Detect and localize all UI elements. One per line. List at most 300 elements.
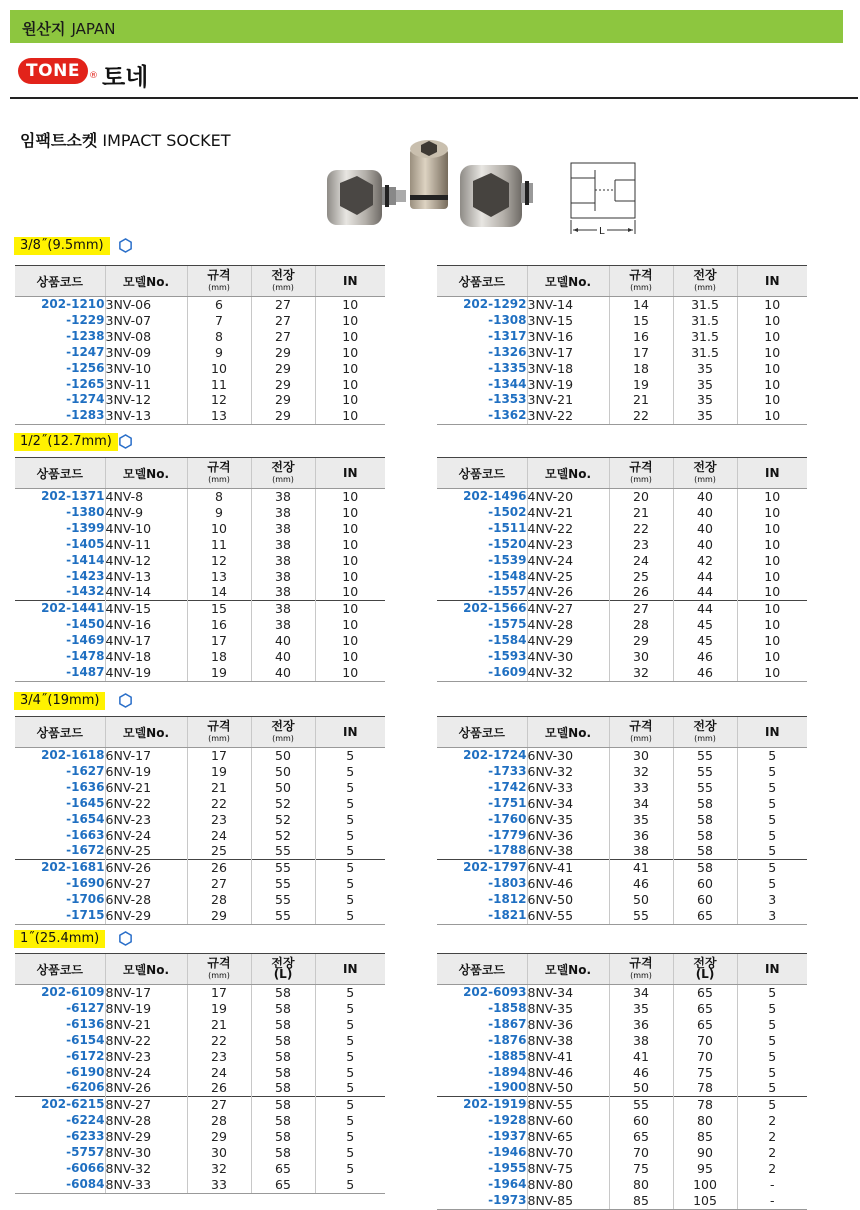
size-value: 29 (609, 633, 673, 649)
col-length (251, 458, 315, 489)
model-number: 4NV-8 (105, 489, 187, 505)
product-code: -1821 (437, 908, 527, 924)
product-code: -1229 (66, 312, 105, 327)
col-size (609, 717, 673, 748)
col-model: 모델No. (527, 954, 609, 985)
table-row (437, 1113, 807, 1129)
product-code: -5757 (66, 1145, 105, 1160)
col-length-unit: (mm) (272, 282, 294, 292)
length-value: 38 (251, 553, 315, 569)
product-code: -1937 (488, 1129, 527, 1144)
size-value: 15 (187, 601, 251, 617)
col-model: 모델No. (527, 266, 609, 297)
table-row (15, 1177, 385, 1193)
col-size (609, 266, 673, 297)
col-length-label: 전장 (271, 955, 295, 970)
length-value: 29 (251, 345, 315, 361)
model-number: 3NV-06 (105, 297, 187, 313)
model-number: 4NV-10 (105, 521, 187, 537)
size-value: 23 (187, 812, 251, 828)
table-row (15, 601, 385, 617)
in-qty: 5 (737, 748, 807, 764)
product-code: -1964 (488, 1176, 527, 1191)
size-value: 19 (187, 1001, 251, 1017)
table-row (437, 553, 807, 569)
size-value: 22 (609, 408, 673, 424)
table-row (15, 828, 385, 844)
origin-text (22, 18, 115, 39)
in-qty: 10 (737, 377, 807, 393)
hexagon-icon (118, 434, 133, 449)
size-value: 21 (609, 505, 673, 521)
product-code: -1283 (15, 408, 105, 424)
length-value: 58 (251, 1097, 315, 1113)
in-qty: 5 (315, 1065, 385, 1081)
size-value: 36 (609, 828, 673, 844)
col-size-unit: (mm) (208, 474, 230, 484)
col-length-unit: (mm) (272, 733, 294, 743)
size-value: 13 (187, 569, 251, 585)
length-value: 35 (673, 377, 737, 393)
table-header (15, 954, 385, 985)
table-row (437, 521, 807, 537)
length-value: 60 (673, 892, 737, 908)
model-number: 8NV-50 (527, 1080, 609, 1096)
product-code: -1672 (66, 843, 105, 858)
product-code: -1928 (488, 1113, 527, 1128)
table-row (15, 748, 385, 764)
col-in: IN (737, 266, 807, 297)
table-row (15, 812, 385, 828)
model-number: 6NV-34 (527, 796, 609, 812)
table-row (437, 569, 807, 585)
size-value: 24 (187, 1065, 251, 1081)
in-qty: 5 (315, 1080, 385, 1096)
length-value: 78 (673, 1097, 737, 1113)
length-value: 55 (673, 748, 737, 764)
size-value: 13 (187, 408, 251, 424)
col-length-label: 전장 (693, 267, 717, 282)
model-number: 8NV-33 (105, 1177, 187, 1193)
table-row (437, 584, 807, 600)
in-qty: 10 (737, 649, 807, 665)
col-length-label: 전장 (693, 718, 717, 733)
table-row (15, 1080, 385, 1096)
col-size-unit: (mm) (208, 970, 230, 980)
product-code: -6066 (66, 1160, 105, 1175)
length-value: 29 (251, 408, 315, 424)
length-value: 95 (673, 1161, 737, 1177)
in-qty: 10 (315, 313, 385, 329)
model-number: 3NV-17 (527, 345, 609, 361)
size-value: 32 (609, 764, 673, 780)
spec-table (15, 953, 385, 1194)
length-value: 44 (673, 601, 737, 617)
product-code: -1858 (488, 1000, 527, 1015)
size-value: 19 (187, 665, 251, 681)
in-qty: - (737, 1177, 807, 1193)
product-code: -1900 (488, 1080, 527, 1095)
model-number: 3NV-16 (527, 329, 609, 345)
in-qty: 5 (315, 908, 385, 924)
in-qty: 10 (315, 553, 385, 569)
size-value: 27 (187, 876, 251, 892)
size-value: 38 (609, 843, 673, 859)
col-size-unit: (mm) (208, 733, 230, 743)
product-code: 202-1566 (437, 601, 527, 617)
length-value: 55 (251, 892, 315, 908)
product-name-en: IMPACT SOCKET (102, 131, 231, 150)
tone-logo: TONE (18, 58, 88, 84)
model-number: 3NV-13 (105, 408, 187, 424)
in-qty: 3 (737, 892, 807, 908)
model-number: 8NV-21 (105, 1017, 187, 1033)
length-value: 58 (673, 860, 737, 876)
length-value: 40 (251, 665, 315, 681)
model-number: 4NV-11 (105, 537, 187, 553)
model-number: 3NV-07 (105, 313, 187, 329)
in-qty: 10 (315, 649, 385, 665)
in-qty: 5 (737, 1080, 807, 1096)
product-code: -1362 (437, 408, 527, 424)
in-qty: 5 (315, 843, 385, 859)
size-value: 21 (187, 1017, 251, 1033)
model-number: 4NV-29 (527, 633, 609, 649)
table-row (437, 1001, 807, 1017)
in-qty: 10 (315, 345, 385, 361)
model-number: 4NV-23 (527, 537, 609, 553)
size-value: 18 (609, 361, 673, 377)
col-in: IN (315, 458, 385, 489)
in-qty: 5 (315, 796, 385, 812)
table-row (15, 377, 385, 393)
table-row (15, 908, 385, 924)
col-size-unit: (mm) (630, 733, 652, 743)
col-size-label: 규격 (629, 955, 653, 970)
product-code: -1317 (488, 328, 527, 343)
length-value: 65 (673, 1017, 737, 1033)
size-value: 24 (609, 553, 673, 569)
size-value: 34 (609, 985, 673, 1001)
section-size-label: 1/2˝(12.7mm) (14, 433, 118, 451)
table-row (15, 1017, 385, 1033)
length-value: 70 (673, 1033, 737, 1049)
product-code: 202-1496 (463, 489, 527, 503)
col-size (187, 458, 251, 489)
table-row (15, 345, 385, 361)
product-code: -1423 (66, 568, 105, 583)
length-value: 65 (251, 1177, 315, 1193)
model-number: 8NV-34 (527, 985, 609, 1001)
size-value: 23 (609, 537, 673, 553)
table-row (15, 1049, 385, 1065)
product-code: 202-6109 (41, 985, 105, 999)
table-row (437, 796, 807, 812)
spec-table (437, 716, 807, 925)
table-row (15, 665, 385, 681)
length-value: 58 (251, 1033, 315, 1049)
length-value: 29 (251, 361, 315, 377)
spec-table (15, 265, 385, 425)
length-value: 70 (673, 1049, 737, 1065)
section-size-label: 1˝(25.4mm) (14, 930, 105, 948)
length-value: 85 (673, 1129, 737, 1145)
table-row (15, 297, 385, 313)
size-value: 85 (609, 1193, 673, 1209)
in-qty: 10 (315, 601, 385, 617)
size-value: 46 (609, 1065, 673, 1081)
length-value: 65 (673, 985, 737, 1001)
table-header (15, 458, 385, 489)
length-value: 31.5 (673, 329, 737, 345)
length-value: 27 (251, 313, 315, 329)
col-length (251, 954, 315, 985)
model-number: 8NV-26 (105, 1080, 187, 1096)
length-value: 38 (251, 601, 315, 617)
product-code: -1487 (15, 665, 105, 681)
table-row (437, 1161, 807, 1177)
size-value: 25 (609, 569, 673, 585)
size-value: 27 (187, 1097, 251, 1113)
col-length (673, 717, 737, 748)
table-row (15, 408, 385, 424)
model-number: 6NV-50 (527, 892, 609, 908)
col-length-unit: (L) (273, 966, 293, 981)
product-code: -6154 (66, 1032, 105, 1047)
table-row (437, 908, 807, 924)
in-qty: 5 (315, 1161, 385, 1177)
size-value: 46 (609, 876, 673, 892)
table-row (437, 345, 807, 361)
product-code: -1557 (488, 584, 527, 599)
col-length-unit: (mm) (694, 733, 716, 743)
table-row (437, 828, 807, 844)
length-value: 42 (673, 553, 737, 569)
length-value: 38 (251, 617, 315, 633)
tone-registered-mark: ® (89, 71, 98, 81)
product-code: -1502 (488, 504, 527, 519)
model-number: 6NV-55 (527, 908, 609, 924)
size-value: 14 (609, 297, 673, 313)
product-code: -1511 (488, 520, 527, 535)
table-row (15, 796, 385, 812)
size-value: 22 (187, 1033, 251, 1049)
size-value: 16 (187, 617, 251, 633)
col-length-label: 전장 (693, 955, 717, 970)
model-number: 6NV-28 (105, 892, 187, 908)
col-code: 상품코드 (437, 954, 527, 985)
in-qty: 5 (737, 796, 807, 812)
product-code: -1308 (488, 312, 527, 327)
model-number: 8NV-70 (527, 1145, 609, 1161)
size-value: 11 (187, 537, 251, 553)
length-value: 38 (251, 489, 315, 505)
in-qty: 10 (737, 584, 807, 600)
product-code: -1760 (488, 811, 527, 826)
product-code: -1973 (437, 1193, 527, 1209)
table-row (15, 892, 385, 908)
model-number: 4NV-17 (105, 633, 187, 649)
model-number: 8NV-27 (105, 1097, 187, 1113)
size-value: 32 (609, 665, 673, 681)
in-qty: 10 (315, 584, 385, 600)
length-value: 35 (673, 392, 737, 408)
in-qty: 5 (737, 876, 807, 892)
size-value: 65 (609, 1129, 673, 1145)
length-value: 58 (251, 1145, 315, 1161)
model-number: 8NV-75 (527, 1161, 609, 1177)
length-value: 58 (673, 796, 737, 812)
product-code: -1344 (488, 376, 527, 391)
col-length-label: 전장 (693, 459, 717, 474)
model-number: 8NV-60 (527, 1113, 609, 1129)
col-model: 모델No. (105, 717, 187, 748)
in-qty: 5 (315, 1001, 385, 1017)
model-number: 4NV-24 (527, 553, 609, 569)
size-value: 30 (187, 1145, 251, 1161)
table-row (437, 297, 807, 313)
header-divider (10, 97, 858, 99)
length-value: 58 (251, 1001, 315, 1017)
size-value: 35 (609, 812, 673, 828)
table-row (437, 537, 807, 553)
in-qty: 10 (737, 345, 807, 361)
in-qty: 10 (737, 408, 807, 424)
model-number: 8NV-36 (527, 1017, 609, 1033)
table-row (437, 313, 807, 329)
model-number: 6NV-30 (527, 748, 609, 764)
table-row (15, 361, 385, 377)
size-value: 15 (609, 313, 673, 329)
table-row (437, 780, 807, 796)
col-size-label: 규격 (629, 459, 653, 474)
in-qty: 5 (737, 1049, 807, 1065)
product-code: 202-1797 (437, 860, 527, 876)
hexagon-icon (118, 693, 133, 708)
size-value: 12 (187, 392, 251, 408)
product-code: -6224 (66, 1113, 105, 1128)
product-code: -1733 (488, 763, 527, 778)
table-row (437, 601, 807, 617)
table-row (437, 1145, 807, 1161)
in-qty: 5 (737, 1065, 807, 1081)
in-qty: 10 (737, 361, 807, 377)
table-row (437, 1097, 807, 1113)
size-value: 6 (187, 297, 251, 313)
model-number: 4NV-20 (527, 489, 609, 505)
length-value: 45 (673, 617, 737, 633)
in-qty: 10 (315, 617, 385, 633)
product-code: 202-1724 (463, 748, 527, 762)
in-qty: 5 (315, 780, 385, 796)
size-value: 22 (187, 796, 251, 812)
product-code: -6206 (66, 1080, 105, 1095)
col-length-unit: (L) (695, 966, 715, 981)
in-qty: 5 (315, 1145, 385, 1161)
in-qty: 2 (737, 1113, 807, 1129)
size-value: 29 (187, 1129, 251, 1145)
in-qty: 10 (315, 633, 385, 649)
table-header (437, 458, 807, 489)
size-value: 8 (187, 489, 251, 505)
in-qty: 5 (737, 828, 807, 844)
table-row (437, 489, 807, 505)
length-value: 46 (673, 649, 737, 665)
model-number: 4NV-26 (527, 584, 609, 600)
model-number: 6NV-26 (105, 860, 187, 876)
length-value: 52 (251, 812, 315, 828)
table-row (15, 489, 385, 505)
model-number: 8NV-30 (105, 1145, 187, 1161)
size-value: 10 (187, 521, 251, 537)
socket-product-photo (325, 135, 545, 230)
table-row (437, 649, 807, 665)
col-code: 상품코드 (15, 954, 105, 985)
size-value: 33 (187, 1177, 251, 1193)
col-size-unit: (mm) (630, 474, 652, 484)
size-value: 50 (609, 1080, 673, 1096)
in-qty: 5 (315, 1033, 385, 1049)
model-number: 6NV-36 (527, 828, 609, 844)
model-number: 3NV-14 (527, 297, 609, 313)
in-qty: 10 (315, 537, 385, 553)
table-row (15, 876, 385, 892)
model-number: 6NV-21 (105, 780, 187, 796)
in-qty: 10 (315, 377, 385, 393)
length-value: 75 (673, 1065, 737, 1081)
product-code: -6190 (66, 1064, 105, 1079)
model-number: 3NV-21 (527, 392, 609, 408)
length-value: 44 (673, 569, 737, 585)
model-number: 4NV-30 (527, 649, 609, 665)
size-value: 19 (187, 764, 251, 780)
col-size-label: 규격 (207, 955, 231, 970)
in-qty: 10 (315, 329, 385, 345)
size-value: 55 (609, 1097, 673, 1113)
product-code: -1326 (488, 344, 527, 359)
table-row (15, 860, 385, 876)
model-number: 8NV-23 (105, 1049, 187, 1065)
length-value: 65 (251, 1161, 315, 1177)
col-length-label: 전장 (271, 267, 295, 282)
model-number: 8NV-22 (105, 1033, 187, 1049)
spec-table (437, 457, 807, 682)
model-number: 8NV-80 (527, 1177, 609, 1193)
length-value: 29 (251, 377, 315, 393)
col-in: IN (315, 954, 385, 985)
product-code: -1867 (488, 1016, 527, 1031)
in-qty: 5 (737, 764, 807, 780)
table-row (15, 505, 385, 521)
product-code: -1539 (488, 552, 527, 567)
product-code: -1274 (66, 392, 105, 407)
model-number: 4NV-21 (527, 505, 609, 521)
in-qty: 5 (315, 812, 385, 828)
in-qty: 5 (315, 1017, 385, 1033)
in-qty: 5 (737, 1033, 807, 1049)
col-length-unit: (mm) (272, 474, 294, 484)
product-code: -1645 (66, 795, 105, 810)
col-in: IN (737, 717, 807, 748)
col-length (673, 458, 737, 489)
in-qty: 10 (737, 489, 807, 505)
size-value: 12 (187, 553, 251, 569)
table-row (15, 521, 385, 537)
product-code: 202-1210 (41, 297, 105, 311)
product-code: -6127 (66, 1000, 105, 1015)
model-number: 3NV-22 (527, 408, 609, 424)
col-model: 모델No. (527, 458, 609, 489)
